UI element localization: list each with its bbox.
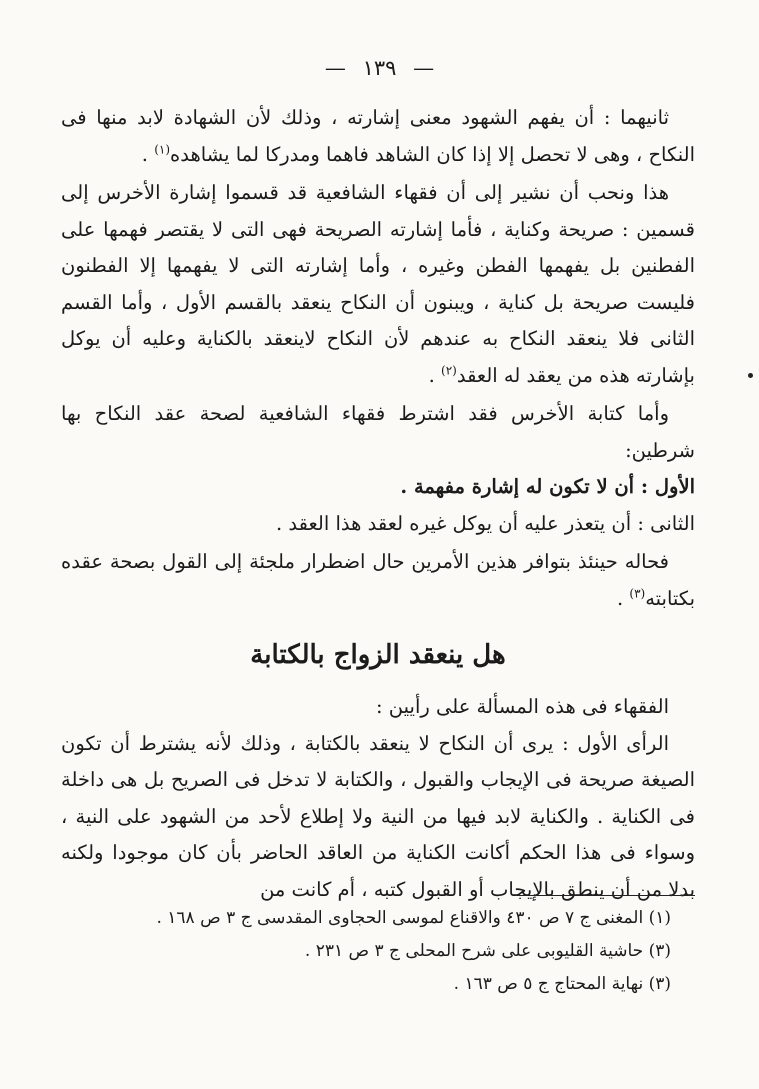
main-text <box>61 100 695 908</box>
paragraph-necessity <box>61 544 695 617</box>
paragraph-text: ثانيهما : أن يفهم الشهود معنى إشارته ، وذلك لأن الشهادة لابد منها فى النكاح ، وهى لا تحصل إلا إذا كان الشاهد فاهما ومدركا لما يشاهده <box>61 106 695 166</box>
paragraph-text: فحاله حينئذ بتوافر هذين الأمرين حال اضطرار ملجئة إلى القول بصحة عقده بكتابته <box>61 550 695 610</box>
condition-first: الأول : أن لا تكون له إشارة مفهمة . <box>400 475 695 498</box>
paragraph-second-condition <box>61 100 695 173</box>
footnote-ref: (١) <box>154 142 171 156</box>
paragraph-end: . <box>616 586 630 610</box>
paragraph-first-opinion: الرأى الأول : يرى أن النكاح لا ينعقد بالكتابة ، وذلك لأنه يشترط أن تكون الصيغة صريحة فى الإيجاب والقبول ، والكتابة لا تدخل فى الصريح بل هى داخلة فى الكناية . والكناية لابد فيها من النية ولا إطلاع لأحد من الشهود على النية ، وسواء فى هذا الحكم أكانت الكناية من العاقد الحاضر بأن كان موجودا ولكنه بدلا من أن ينطق بالإيجاب أو القبول كتبه ، أم كانت من <box>61 731 695 901</box>
page-number <box>0 56 759 80</box>
footnote-item: (١) المغنى ج ٧ ص ٤٣٠ والاقناع لموسى الحجاوى المقدسى ج ٣ ص ١٦٨ . <box>156 908 671 928</box>
footnote-item: (٣) حاشية القليوبى على شرح المحلى ج ٣ ص ٢٣١ . <box>304 941 671 961</box>
footnotes <box>111 902 671 1001</box>
paragraph-mute-writing: وأما كتابة الأخرس فقد اشترط فقهاء الشافعية لصحة عقد النكاح بها شرطين: <box>61 402 695 462</box>
page-number-dash-right: — <box>413 56 435 80</box>
footnote-ref: (٣) <box>629 586 646 600</box>
footnote-divider <box>517 895 695 896</box>
page-number-dash-left: — <box>324 56 346 80</box>
section-intro: الفقهاء فى هذه المسألة على رأيين : <box>376 695 669 718</box>
footnote-item: (٣) نهاية المحتاج ج ٥ ص ١٦٣ . <box>453 974 671 994</box>
footnote-ref: (٢) <box>441 363 457 377</box>
margin-dot-mark <box>748 373 753 378</box>
paragraph-end: . <box>428 363 441 387</box>
section-heading: هل ينعقد الزواج بالكتابة <box>250 640 506 670</box>
paragraph-shafii-division <box>61 175 695 394</box>
page-number-value: ١٣٩ <box>362 56 397 80</box>
paragraph-text: هذا ونحب أن نشير إلى أن فقهاء الشافعية قد قسموا إشارة الأخرس إلى قسمين : صريحة وكناية ، فأما إشارته الصريحة فهى التى لا يقتصر فهمها على الفطنين بل يفهمها الفطن وغيره ، وأما إشارته التى لا يفهمها إلا الفطنون فليست صريحة بل كناية ، ويبنون أن النكاح ينعقد بالقسم الأول ، وأما القسم الثانى فلا ينعقد النكاح به عندهم لأن النكاح لاينعقد بالكناية وعليه أن يوكل بإشارته هذه من يعقد له العقد <box>61 181 695 387</box>
paragraph-end: . <box>141 142 155 166</box>
condition-second: الثانى : أن يتعذر عليه أن يوكل غيره لعقد هذا العقد . <box>276 511 695 535</box>
